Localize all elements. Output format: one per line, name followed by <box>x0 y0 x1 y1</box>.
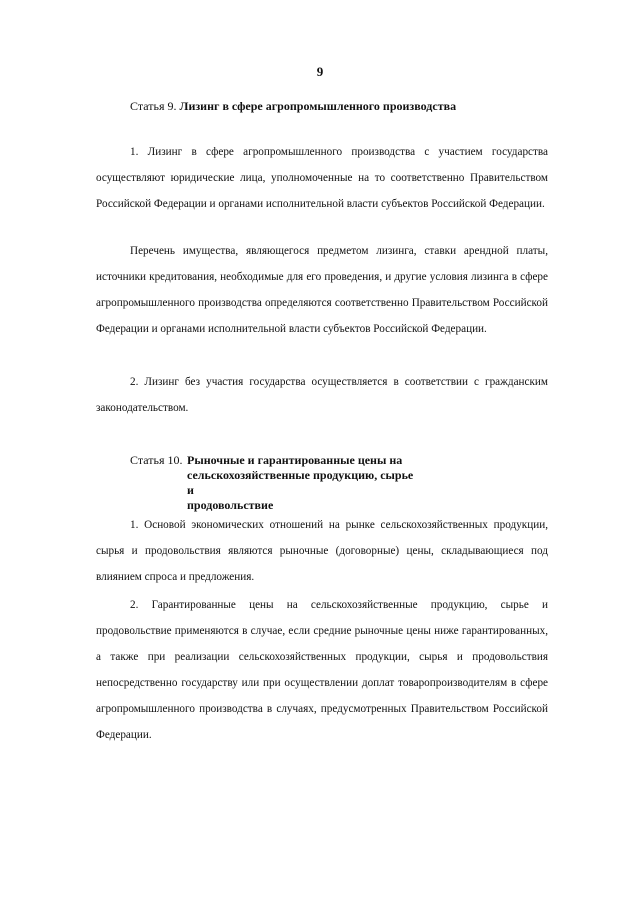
article-9-heading <box>130 99 590 114</box>
article-10-heading <box>130 453 430 513</box>
article-9-number: Статья 9. <box>130 99 177 113</box>
article-9-paragraph: 1. Лизинг в сфере агропромышленного производства с участием государства осуществляют юридические лица, уполномоченные на то соответственно Правительством Российской Федерации и органами исполнительной власти субъектов Российской Федерации. <box>96 146 548 210</box>
article-10-number: Статья 10. <box>130 453 183 467</box>
article-10-title: Рыночные и гарантированные цены на сельскохозяйственные продукцию, сырье и продовольствие <box>187 453 414 512</box>
article-9-title: Лизинг в сфере агропромышленного производства <box>179 99 457 113</box>
article-9-paragraph: 2. Лизинг без участия государства осуществляется в соответствии с гражданским законодательством. <box>96 376 548 414</box>
article-10-paragraph: 2. Гарантированные цены на сельскохозяйственные продукцию, сырье и продовольствие применяются в случае, если средние рыночные цены ниже гарантированных, а также при реализации сельскохозяйственных продукции, сырья и продовольствия непосредственно государству или при осуществлении доплат товаропроизводителям в сфере агропромышленного производства в случаях, предусмотренных Правительством Российской Федерации. <box>96 599 548 741</box>
article-9-paragraph: Перечень имущества, являющегося предметом лизинга, ставки арендной платы, источники кредитования, необходимые для его проведения, и другие условия лизинга в сфере агропромышленного производства определяются соответственно Правительством Российской Федерации и органами исполнительной власти субъектов Российской Федерации. <box>96 245 548 335</box>
page-number: 9 <box>316 64 324 79</box>
article-10-paragraph: 1. Основой экономических отношений на рынке сельскохозяйственных продукции, сырья и продовольствия являются рыночные (договорные) цены, складывающиеся под влиянием спроса и предложения. <box>96 519 548 583</box>
